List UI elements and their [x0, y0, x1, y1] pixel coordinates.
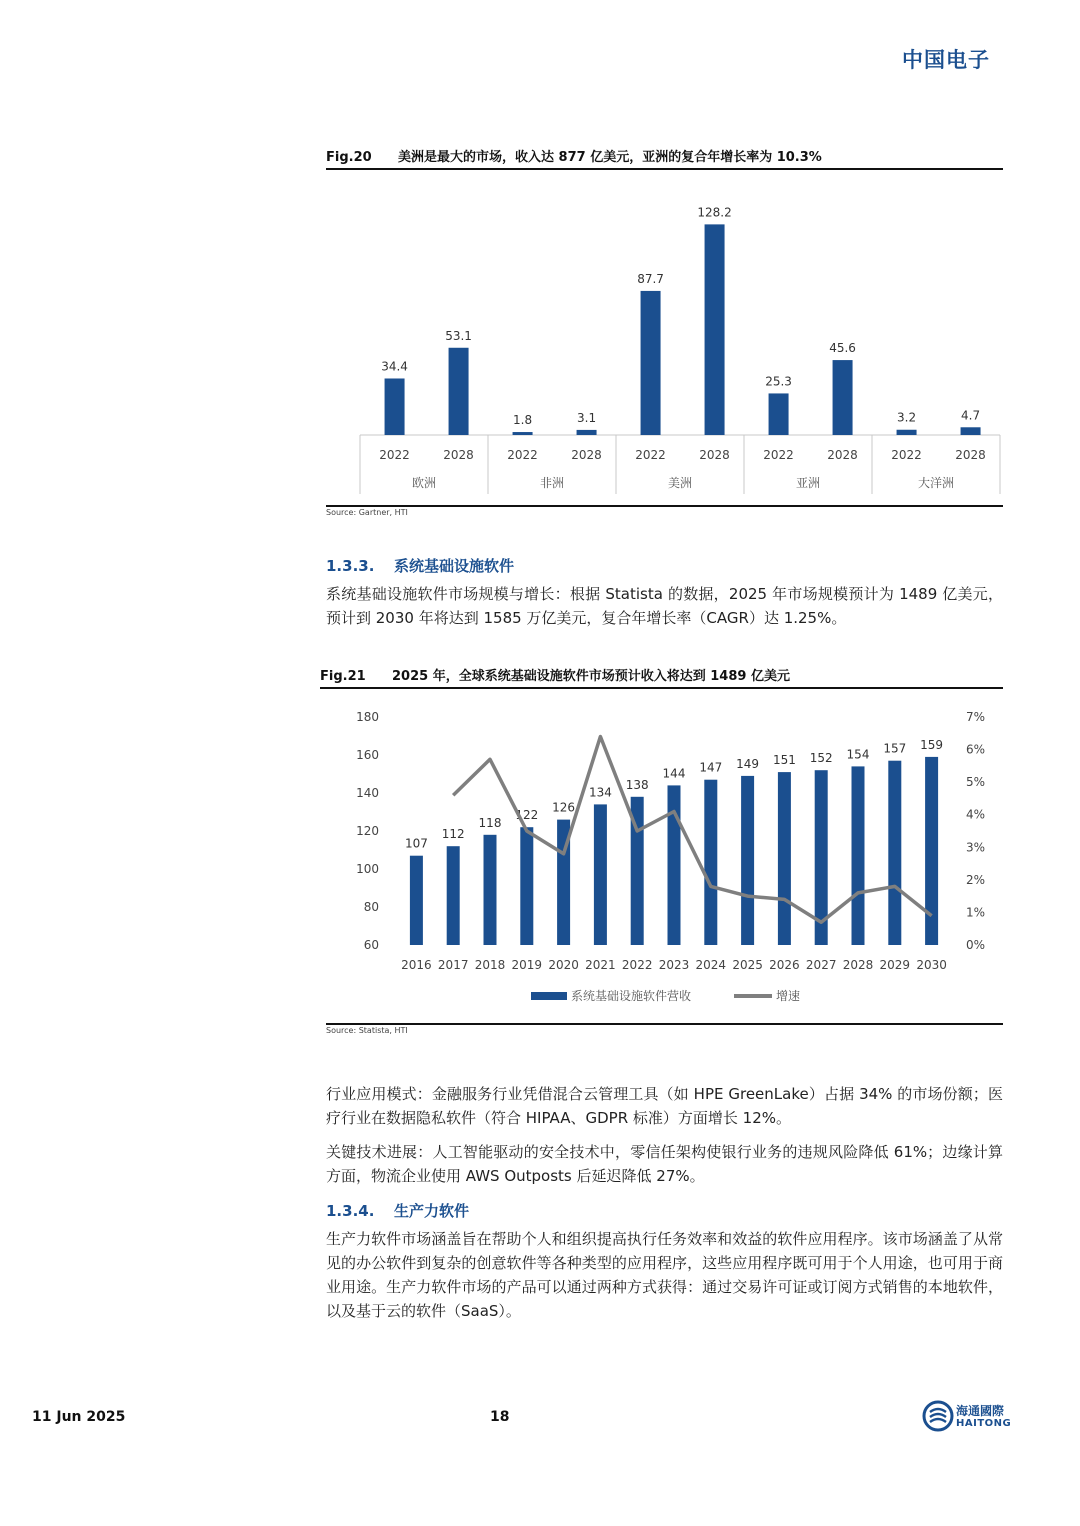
fig21-right-tick-label: 1% — [966, 905, 986, 920]
fig20-data-label: 4.7 — [961, 408, 981, 423]
fig21-left-tick-label: 160 — [356, 748, 379, 762]
haitong-logo — [922, 1398, 1022, 1434]
fig21-right-tick-label: 5% — [966, 775, 986, 790]
fig21-caption — [320, 665, 1003, 689]
fig21-bar — [741, 776, 754, 945]
section-133-paragraph: 系统基础设施软件市场规模与增长：根据 Statista 的数据，2025 年市场规模预计为 1489 亿美元，预计到 2030 年将达到 1585 万亿美元，复合年增长率（CAGR）达 1.25%。 — [326, 585, 1003, 627]
fig21-data-label: 159 — [920, 737, 944, 752]
fig21-bar — [447, 846, 460, 945]
paragraph-tech: 关键技术进展：人工智能驱动的安全技术中，零信任架构使银行业务的违规风险降低 61%；边缘计算方面，物流企业使用 AWS Outposts 后延迟降低 27%。 — [326, 1143, 1003, 1185]
fig21-source: Source: Statista, HTI — [326, 1026, 408, 1035]
fig20-data-label: 128.2 — [697, 205, 732, 220]
fig20-group-label: 大洋洲 — [917, 476, 955, 490]
fig20-data-label: 3.1 — [577, 410, 597, 425]
fig21-data-label: 122 — [515, 808, 539, 823]
fig20-x-tick-label: 2022 — [379, 448, 410, 462]
fig20-bar — [705, 224, 725, 435]
fig21-data-label: 107 — [404, 836, 428, 851]
fig20-x-tick-label: 2028 — [699, 448, 730, 462]
fig21-bar — [668, 785, 681, 945]
fig20-x-tick-label: 2028 — [955, 448, 986, 462]
fig20-x-tick-label: 2022 — [763, 448, 794, 462]
fig21-data-label: 118 — [478, 815, 502, 830]
fig21-data-label: 138 — [625, 777, 649, 792]
fig21-right-tick-label: 3% — [966, 840, 986, 855]
fig21-bar — [410, 856, 423, 945]
fig20-data-label: 1.8 — [513, 413, 533, 428]
fig21-data-label: 157 — [883, 741, 907, 756]
fig20-bar — [769, 393, 789, 435]
fig21-chart — [326, 690, 1003, 1020]
fig21-legend-bar-swatch — [531, 992, 567, 1000]
fig21-x-tick-label: 2021 — [585, 958, 616, 972]
fig20-group-label: 亚洲 — [795, 476, 821, 490]
haitong-logo-cn: 海通國際 — [956, 1404, 1005, 1418]
fig20-x-tick-label: 2028 — [443, 448, 474, 462]
fig21-data-label: 149 — [736, 756, 760, 771]
paragraph-industry: 行业应用模式：金融服务行业凭借混合云管理工具（如 HPE GreenLake）占据 34% 的市场份额；医疗行业在数据隐私软件（符合 HIPAA、GDPR 标准）方面增长 12%。 — [326, 1085, 1003, 1127]
fig21-x-tick-label: 2018 — [474, 958, 506, 972]
fig20-bar — [513, 432, 533, 435]
fig21-x-tick-label: 2027 — [805, 958, 837, 972]
fig21-data-label: 144 — [662, 766, 686, 781]
fig21-left-tick-label: 180 — [356, 710, 379, 724]
fig21-x-tick-label: 2019 — [511, 958, 543, 972]
fig21-data-label: 152 — [809, 751, 833, 766]
fig20-bar — [641, 291, 661, 435]
fig20-data-label: 87.7 — [637, 271, 664, 286]
fig21-x-tick-label: 2020 — [548, 958, 579, 972]
fig20-bottom-rule — [326, 505, 1003, 507]
fig20-group-label: 欧洲 — [411, 476, 437, 490]
fig21-bar — [704, 780, 717, 945]
fig20-x-tick-label: 2022 — [507, 448, 538, 462]
fig21-data-label: 151 — [772, 753, 796, 768]
fig21-legend-bar-label: 系统基础设施软件营收 — [571, 989, 692, 1003]
fig20-x-tick-label: 2028 — [827, 448, 858, 462]
fig20-bar — [897, 430, 917, 435]
section-133-heading — [326, 555, 514, 576]
fig20-data-label: 3.2 — [897, 410, 917, 425]
fig21-bar — [925, 757, 938, 945]
fig20-data-label: 34.4 — [381, 359, 408, 374]
fig21-left-tick-label: 100 — [356, 862, 379, 876]
fig20-bar — [961, 427, 981, 435]
fig21-bar — [852, 766, 865, 945]
fig21-left-tick-label: 60 — [363, 938, 379, 952]
fig21-data-label: 126 — [552, 800, 576, 815]
footer-page-number: 18 — [490, 1409, 510, 1425]
fig21-right-tick-label: 6% — [966, 742, 986, 757]
fig20-group-label: 美洲 — [667, 476, 693, 490]
fig21-bar — [484, 835, 497, 945]
fig20-bar — [833, 360, 853, 435]
fig21-title: 2025 年，全球系统基础设施软件市场预计收入将达到 1489 亿美元 — [392, 669, 790, 684]
fig20-title: 美洲是最大的市场，收入达 877 亿美元，亚洲的复合年增长率为 10.3% — [398, 150, 822, 165]
section-134-paragraph: 生产力软件市场涵盖旨在帮助个人和组织提高执行任务效率和效益的软件应用程序。该市场涵盖了从常见的办公软件到复杂的创意软件等各种类型的应用程序，这些应用程序既可用于个人用途，也可用于商业用途。生产力软件市场的产品可以通过两种方式获得：通过交易许可证或订阅方式销售的本地软件，以及基于云的软件（SaaS）。 — [326, 1230, 1003, 1320]
section-134-number: 1.3.4. — [326, 1202, 375, 1220]
fig21-x-tick-label: 2026 — [769, 958, 800, 972]
fig21-x-tick-label: 2025 — [732, 958, 763, 972]
fig20-bar — [577, 430, 597, 435]
fig21-x-tick-label: 2024 — [695, 958, 727, 972]
fig20-caption — [326, 146, 1003, 170]
fig20-data-label: 53.1 — [445, 328, 472, 343]
fig21-x-tick-label: 2030 — [916, 958, 947, 972]
section-134-title: 生产力软件 — [394, 1202, 470, 1220]
fig21-legend-line-label: 增速 — [776, 989, 801, 1003]
fig21-data-label: 134 — [588, 785, 612, 800]
fig20-x-tick-label: 2028 — [571, 448, 602, 462]
fig21-label: Fig.21 — [320, 669, 366, 684]
fig21-x-tick-label: 2017 — [437, 958, 469, 972]
fig21-bar — [888, 761, 901, 945]
fig21-right-tick-label: 2% — [966, 872, 986, 887]
fig21-bottom-rule — [326, 1023, 1003, 1025]
fig21-x-tick-label: 2028 — [842, 958, 874, 972]
footer-date: 11 Jun 2025 — [32, 1409, 126, 1425]
fig20-label: Fig.20 — [326, 150, 372, 165]
fig21-data-label: 112 — [441, 827, 465, 842]
fig20-bar — [385, 378, 405, 435]
section-133-number: 1.3.3. — [326, 557, 375, 575]
fig20-x-tick-label: 2022 — [891, 448, 922, 462]
section-133-title: 系统基础设施软件 — [394, 557, 515, 575]
fig21-data-label: 154 — [846, 747, 870, 762]
haitong-logo-en: HAITONG — [956, 1418, 1012, 1429]
fig21-right-tick-label: 4% — [966, 807, 986, 822]
fig20-data-label: 25.3 — [765, 374, 792, 389]
fig21-left-tick-label: 120 — [356, 824, 379, 838]
haitong-logo-icon — [922, 1400, 954, 1432]
fig20-bar — [449, 348, 469, 435]
fig21-x-tick-label: 2022 — [621, 958, 653, 972]
fig21-bar — [520, 827, 533, 945]
fig21-bar — [594, 804, 607, 945]
fig21-x-tick-label: 2023 — [658, 958, 690, 972]
section-134-heading — [326, 1200, 469, 1221]
fig20-source: Source: Gartner, HTI — [326, 508, 408, 517]
fig21-bar — [778, 772, 791, 945]
fig21-right-tick-label: 0% — [966, 938, 986, 952]
fig20-x-tick-label: 2022 — [635, 448, 666, 462]
brand-title: 中国电子 — [902, 48, 990, 72]
fig21-x-tick-label: 2029 — [879, 958, 911, 972]
fig21-x-tick-label: 2016 — [401, 958, 432, 972]
fig20-chart — [326, 170, 1003, 500]
fig21-data-label: 147 — [699, 760, 723, 775]
fig21-left-tick-label: 80 — [363, 900, 379, 914]
fig20-data-label: 45.6 — [829, 341, 856, 356]
fig20-group-label: 非洲 — [539, 476, 565, 490]
fig21-right-tick-label: 7% — [966, 710, 986, 724]
fig21-left-tick-label: 140 — [356, 786, 379, 800]
